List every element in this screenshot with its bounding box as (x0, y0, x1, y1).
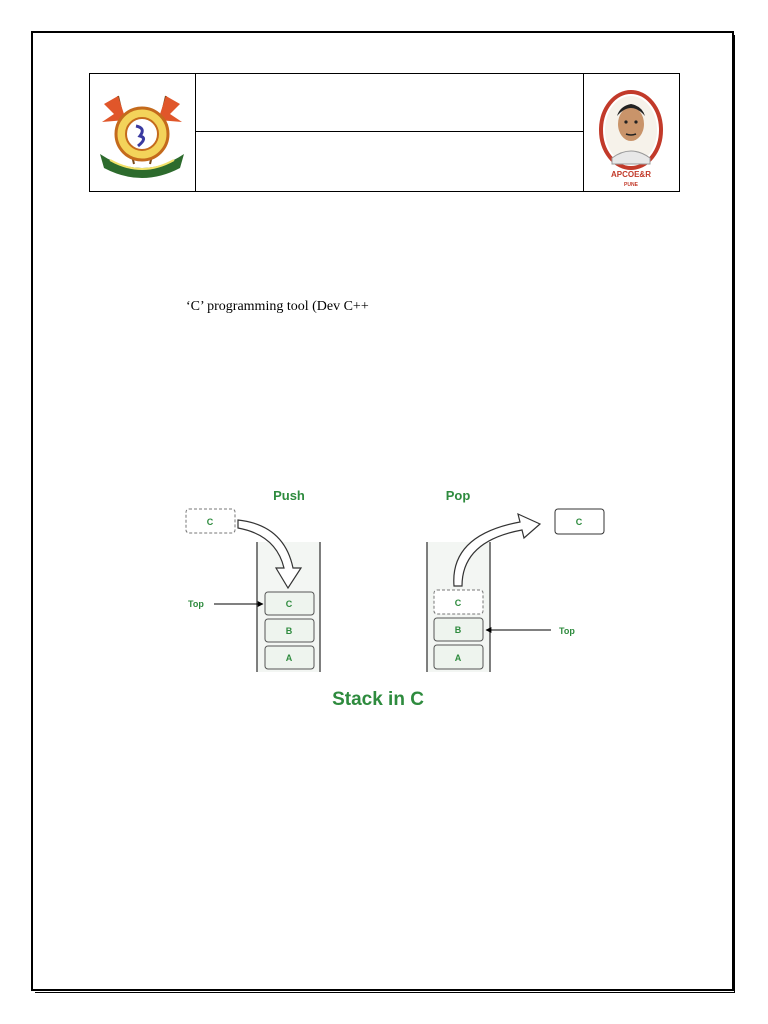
right-logo-caption: APCOE&R (610, 170, 652, 179)
pop-top-label: Top (559, 626, 575, 636)
push-label: Push (273, 488, 305, 503)
tool-text: ‘C’ programming tool (Dev C++ (186, 299, 369, 314)
pop-label: Pop (445, 488, 471, 503)
push-stack-cell-label: B (285, 626, 293, 636)
push-top-label: Top (188, 599, 204, 609)
push-incoming-label: C (206, 517, 214, 527)
pop-stack-cell-label: C (454, 598, 462, 608)
push-stack-cell-label: A (285, 653, 293, 663)
pop-stack-cell-label: B (454, 625, 462, 635)
diagram-title: Stack in C (332, 689, 424, 710)
push-stack-cell-label: C (285, 599, 293, 609)
pop-stack-cell-label: A (454, 653, 462, 663)
right-logo-subcaption: PUNE (624, 182, 638, 188)
pop-outgoing-label: C (575, 517, 583, 527)
